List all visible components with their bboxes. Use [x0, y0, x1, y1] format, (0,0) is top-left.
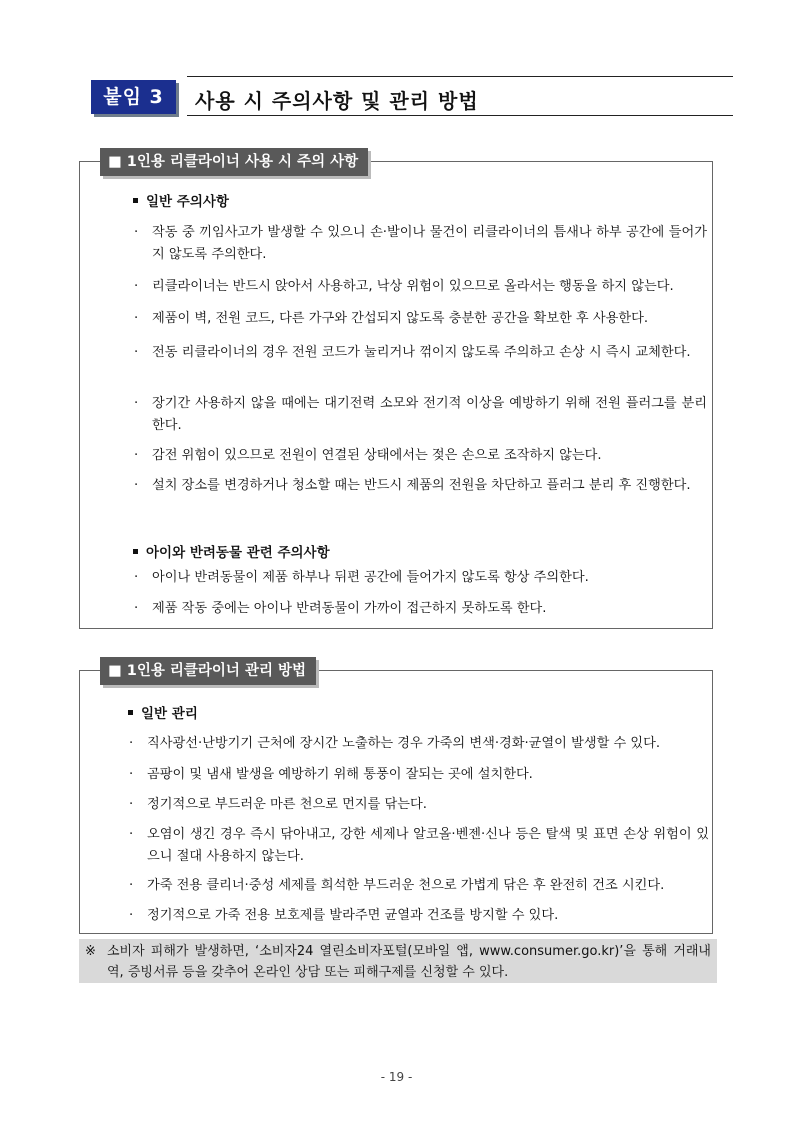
consumer-note — [79, 939, 717, 983]
reference-mark-icon: ※ — [85, 944, 96, 959]
section-title-usage: ■ 1인용 리클라이너 사용 시 주의 사항 — [100, 148, 368, 176]
subheading-general-care: 일반 관리 — [128, 702, 198, 722]
note-text: 소비자 피해가 발생하면, ‘소비자24 열린소비자포털(모바일 앱, www.consumer.go.kr)’을 통해 거래내역, 증빙서류 등을 갖추어 온라인 상담 또는 피해구제를 신청할 수 있다. — [107, 944, 711, 980]
list-item: · 곰팡이 및 냄새 발생을 예방하기 위해 통풍이 잘되는 곳에 설치한다. — [129, 767, 533, 782]
attachment-badge: 붙임 3 — [91, 80, 176, 114]
square-bullet-icon — [128, 710, 133, 715]
list-item: · 장기간 사용하지 않을 때에는 대기전력 소모와 전기적 이상을 예방하기 위해 전원 플러그를 분리한다. — [134, 396, 707, 433]
list-item: · 작동 중 끼임사고가 발생할 수 있으니 손·발이나 물건이 리클라이너의 틈새나 하부 공간에 들어가지 않도록 주의한다. — [134, 225, 707, 262]
list-item: · 전동 리클라이너의 경우 전원 코드가 눌리거나 꺾이지 않도록 주의하고 손상 시 즉시 교체한다. — [134, 345, 691, 360]
list-item: · 오염이 생긴 경우 즉시 닦아내고, 강한 세제나 알코올·벤젠·신나 등은 탈색 및 표면 손상 위험이 있으니 절대 사용하지 않는다. — [129, 827, 709, 864]
page-title: 사용 시 주의사항 및 관리 방법 — [195, 89, 479, 113]
header-rule-bottom — [187, 115, 733, 116]
list-item: · 리클라이너는 반드시 앉아서 사용하고, 낙상 위험이 있으므로 올라서는 행동을 하지 않는다. — [134, 279, 674, 294]
subheading-kids-pets: 아이와 반려동물 관련 주의사항 — [133, 541, 330, 561]
page-header — [91, 76, 733, 116]
list-item: · 직사광선·난방기기 근처에 장시간 노출하는 경우 가죽의 변색·경화·균열이 발생할 수 있다. — [129, 736, 661, 751]
list-item: · 제품이 벽, 전원 코드, 다른 가구와 간섭되지 않도록 충분한 공간을 확보한 후 사용한다. — [134, 311, 649, 326]
page-number: - 19 - — [380, 1070, 413, 1084]
square-bullet-icon — [133, 198, 138, 203]
list-item: · 설치 장소를 변경하거나 청소할 때는 반드시 제품의 전원을 차단하고 플러그 분리 후 진행한다. — [134, 478, 691, 493]
list-item: · 가죽 전용 클리너·중성 세제를 희석한 부드러운 천으로 가볍게 닦은 후 완전히 건조 시킨다. — [129, 878, 665, 893]
subheading-general-cautions: 일반 주의사항 — [133, 190, 229, 210]
square-bullet-icon — [133, 549, 138, 554]
header-rule-top — [187, 76, 733, 77]
list-item: · 제품 작동 중에는 아이나 반려동물이 가까이 접근하지 못하도록 한다. — [134, 601, 547, 616]
list-item: · 정기적으로 가죽 전용 보호제를 발라주면 균열과 건조를 방지할 수 있다. — [129, 908, 559, 923]
list-item: · 감전 위험이 있으므로 전원이 연결된 상태에서는 젖은 손으로 조작하지 않는다. — [134, 448, 602, 463]
section-title-care: ■ 1인용 리클라이너 관리 방법 — [100, 657, 316, 685]
list-item: · 정기적으로 부드러운 마른 천으로 먼지를 닦는다. — [129, 797, 427, 812]
list-item: · 아이나 반려동물이 제품 하부나 뒤편 공간에 들어가지 않도록 항상 주의한다. — [134, 570, 589, 585]
